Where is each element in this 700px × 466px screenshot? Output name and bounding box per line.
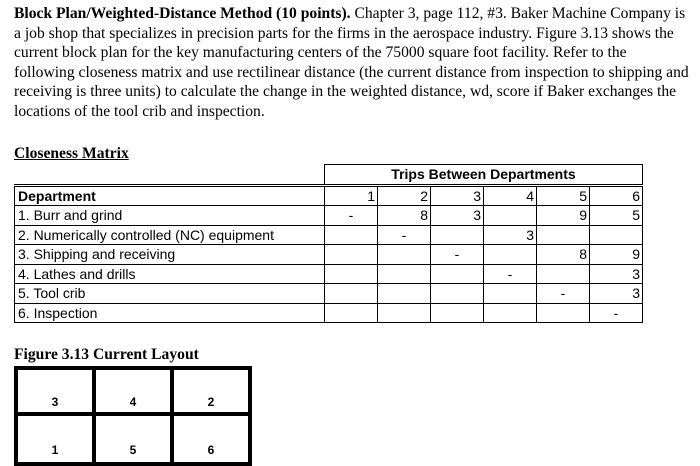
table-cell: - [537, 284, 590, 304]
table-cell [537, 303, 590, 323]
layout-cell: 3 [16, 368, 94, 414]
table-cell: 9 [537, 206, 590, 226]
table-cell [484, 206, 537, 226]
closeness-matrix-table [14, 164, 643, 323]
column-header: 3 [431, 185, 484, 206]
table-cell [325, 284, 378, 304]
layout-cell: 5 [94, 414, 172, 464]
table-row [15, 264, 643, 284]
column-header: 5 [537, 185, 590, 206]
table-cell [325, 264, 378, 284]
table-cell: 3 [484, 225, 537, 245]
row-label: 3. Shipping and receiving [15, 245, 325, 265]
table-row [15, 225, 643, 245]
table-row [15, 303, 643, 323]
row-label: 2. Numerically controlled (NC) equipment [15, 225, 325, 245]
table-cell [484, 245, 537, 265]
table-cell: - [325, 206, 378, 226]
table-cell [378, 245, 431, 265]
column-header: 6 [590, 185, 643, 206]
layout-cell: 6 [172, 414, 250, 464]
table-cell: - [484, 264, 537, 284]
table-cell: 9 [590, 245, 643, 265]
matrix-corner-cell [15, 165, 325, 186]
table-cell: 3 [590, 264, 643, 284]
table-cell: - [378, 225, 431, 245]
table-cell [378, 303, 431, 323]
table-cell [325, 245, 378, 265]
table-cell [537, 225, 590, 245]
layout-cell: 1 [16, 414, 94, 464]
table-cell [378, 264, 431, 284]
table-row [15, 245, 643, 265]
layout-cell: 2 [172, 368, 250, 414]
table-cell [325, 225, 378, 245]
table-cell [431, 303, 484, 323]
problem-title: Block Plan/Weighted-Distance Method (10 points). [14, 5, 351, 22]
table-row [15, 284, 643, 304]
row-label: 5. Tool crib [15, 284, 325, 304]
table-cell: - [590, 303, 643, 323]
department-header: Department [15, 185, 325, 206]
trips-between-departments-header: Trips Between Departments [325, 165, 643, 186]
closeness-matrix-title: Closeness Matrix [14, 145, 129, 162]
table-cell [484, 284, 537, 304]
table-cell [431, 225, 484, 245]
table-cell: 8 [378, 206, 431, 226]
row-label: 1. Burr and grind [15, 206, 325, 226]
table-cell [378, 284, 431, 304]
table-cell [431, 264, 484, 284]
column-header: 1 [325, 185, 378, 206]
table-cell [325, 303, 378, 323]
table-cell: 3 [431, 206, 484, 226]
table-cell: - [431, 245, 484, 265]
table-cell [431, 284, 484, 304]
row-label: 4. Lathes and drills [15, 264, 325, 284]
problem-body: Chapter 3, page 112, #3. Baker Machine Company is a job shop that specializes in precision parts for the firms in the aerospace industry. Figure 3.13 shows the current block plan for the key manufacturing centers of the 75000 square foot facility. Refer to the following closeness matrix and use rectilinear distance (the current distance from inspection to shipping and receiving is three units) to calculate the change in the weighted distance, wd, score if Baker exchanges the locations of the tool crib and inspection. [14, 5, 689, 120]
table-cell [484, 303, 537, 323]
table-cell: 5 [590, 206, 643, 226]
table-cell [537, 264, 590, 284]
problem-statement [14, 4, 690, 122]
column-header: 4 [484, 185, 537, 206]
table-cell: 8 [537, 245, 590, 265]
column-header: 2 [378, 185, 431, 206]
layout-cell: 4 [94, 368, 172, 414]
table-cell: 3 [590, 284, 643, 304]
figure-layout-title: Figure 3.13 Current Layout [14, 346, 199, 363]
current-layout-grid [14, 366, 252, 466]
table-cell [590, 225, 643, 245]
table-row [15, 206, 643, 226]
row-label: 6. Inspection [15, 303, 325, 323]
